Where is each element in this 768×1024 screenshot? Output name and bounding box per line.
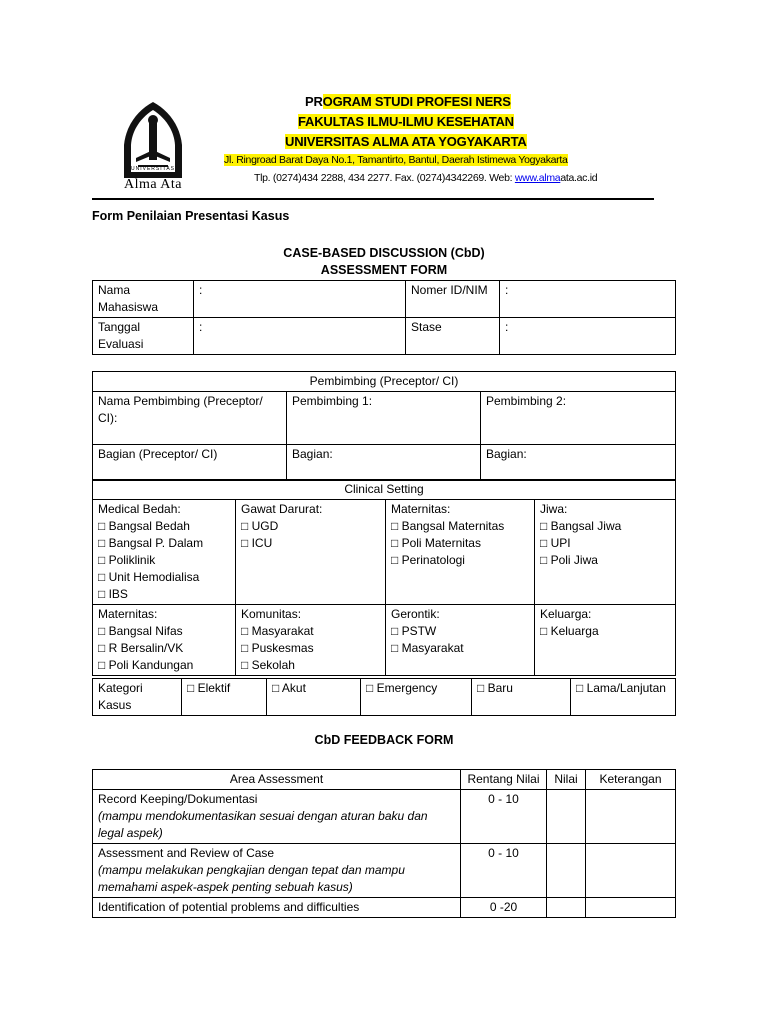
header-line-2: FAKULTAS ILMU-ILMU KESEHATAN: [298, 114, 514, 129]
checkbox-akut[interactable]: □ Akut: [267, 679, 361, 716]
header-line-3: UNIVERSITAS ALMA ATA YOGYAKARTA: [285, 134, 527, 149]
checkbox-bangsal-p-dalam[interactable]: □ Bangsal P. Dalam: [98, 536, 204, 550]
rentang-cell: 0 -20: [461, 898, 547, 918]
kategori-table: [92, 678, 676, 716]
identity-table: [92, 280, 676, 355]
header-area-assessment: Area Assessment: [93, 770, 461, 790]
kategori-label: Kategori Kasus: [93, 679, 182, 716]
area-title: Assessment and Review of Case: [98, 846, 275, 860]
pembimbing-2-field[interactable]: Pembimbing 2:: [481, 392, 676, 445]
checkbox-keluarga[interactable]: □ Keluarga: [540, 624, 599, 638]
bagian-label: Bagian (Preceptor/ CI): [93, 445, 287, 481]
header-rule: [92, 198, 654, 200]
checkbox-poli-maternitas[interactable]: □ Poli Maternitas: [391, 536, 481, 550]
rentang-cell: 0 - 10: [461, 790, 547, 844]
checkbox-upi[interactable]: □ UPI: [540, 536, 571, 550]
nama-label: Nama Mahasiswa: [93, 281, 194, 318]
keterangan-input-cell[interactable]: [586, 898, 676, 918]
bagian-1-field[interactable]: Bagian:: [287, 445, 481, 481]
header-contact: Tlp. (0274)434 2288, 434 2277. Fax. (0274)4342269. Web: www.almaata.ac.id: [254, 172, 598, 184]
checkbox-elektif[interactable]: □ Elektif: [182, 679, 267, 716]
nama-field[interactable]: :: [194, 281, 406, 318]
logo-small-text: UNIVERSITAS: [131, 166, 175, 172]
table-row: [93, 844, 676, 898]
medical-bedah-cell: [93, 500, 236, 605]
tanggal-field[interactable]: :: [194, 318, 406, 355]
keluarga-cell: [535, 605, 676, 676]
header-line-1: PROGRAM STUDI PROFESI NERS: [305, 94, 511, 109]
table-row: [93, 898, 676, 918]
checkbox-bangsal-jiwa[interactable]: □ Bangsal Jiwa: [540, 519, 622, 533]
pembimbing-1-field[interactable]: Pembimbing 1:: [287, 392, 481, 445]
tanggal-label: Tanggal Evaluasi: [93, 318, 194, 355]
checkbox-emergency[interactable]: □ Emergency: [361, 679, 472, 716]
checkbox-lama-lanjutan[interactable]: □ Lama/Lanjutan: [571, 679, 676, 716]
checkbox-puskesmas[interactable]: □ Puskesmas: [241, 641, 314, 655]
maternitas-2-cell: [93, 605, 236, 676]
jiwa-cell: [535, 500, 676, 605]
pembimbing-header: Pembimbing (Preceptor/ CI): [93, 372, 676, 392]
maternitas-2-label: Maternitas:: [98, 607, 158, 621]
area-description: (mampu mendokumentasikan sesuai dengan aturan baku dan legal aspek): [98, 809, 428, 840]
website-link[interactable]: www.alma: [514, 172, 561, 184]
checkbox-baru[interactable]: □ Baru: [472, 679, 571, 716]
cbd-title-2: ASSESSMENT FORM: [320, 263, 448, 277]
komunitas-label: Komunitas:: [241, 607, 302, 621]
checkbox-masyarakat[interactable]: □ Masyarakat: [241, 624, 314, 638]
checkbox-masyarakat-gerontik[interactable]: □ Masyarakat: [391, 641, 464, 655]
table-row: [93, 790, 676, 844]
checkbox-pstw[interactable]: □ PSTW: [391, 624, 437, 638]
checkbox-perinatologi[interactable]: □ Perinatologi: [391, 553, 465, 567]
checkbox-bangsal-nifas[interactable]: □ Bangsal Nifas: [98, 624, 183, 638]
clinical-header: Clinical Setting: [93, 480, 676, 500]
checkbox-r-bersalin-vk[interactable]: □ R Bersalin/VK: [98, 641, 184, 655]
checkbox-ugd[interactable]: □ UGD: [241, 519, 279, 533]
header-nilai: Nilai: [547, 770, 586, 790]
clinical-setting-table: [92, 479, 676, 676]
nama-pembimbing-label: Nama Pembimbing (Preceptor/ CI):: [93, 392, 287, 445]
keterangan-input-cell[interactable]: [586, 844, 676, 898]
gerontik-cell: [386, 605, 535, 676]
checkbox-icu[interactable]: □ ICU: [241, 536, 273, 550]
checkbox-ibs[interactable]: □ IBS: [98, 587, 128, 601]
header-keterangan: Keterangan: [586, 770, 676, 790]
area-description: (mampu melakukan pengkajian dengan tepat dan mampu memahami aspek-aspek penting sebuah kasus): [98, 863, 405, 894]
nilai-input-cell[interactable]: [547, 790, 586, 844]
area-cell: [93, 844, 461, 898]
area-cell: [93, 790, 461, 844]
nim-field[interactable]: :: [500, 281, 676, 318]
header-address: Jl. Ringroad Barat Daya No.1, Tamantirto, Bantul, Daerah Istimewa Yogyakarta: [224, 154, 568, 166]
bagian-2-field[interactable]: Bagian:: [481, 445, 676, 481]
checkbox-poliklinik[interactable]: □ Poliklinik: [98, 553, 156, 567]
checkbox-sekolah[interactable]: □ Sekolah: [241, 658, 295, 672]
gerontik-label: Gerontik:: [391, 607, 440, 621]
pembimbing-table: [92, 371, 676, 481]
jiwa-label: Jiwa:: [540, 502, 568, 516]
cbd-title-1: CASE-BASED DISCUSSION (CbD): [283, 246, 485, 260]
nim-label: Nomer ID/NIM: [406, 281, 500, 318]
feedback-table: [92, 769, 676, 918]
logo-name: Alma Ata: [123, 177, 183, 192]
feedback-title: CbD FEEDBACK FORM: [314, 733, 454, 747]
komunitas-cell: [236, 605, 386, 676]
maternitas-label: Maternitas:: [391, 502, 451, 516]
nilai-input-cell[interactable]: [547, 844, 586, 898]
rentang-cell: 0 - 10: [461, 844, 547, 898]
maternitas-cell: [386, 500, 535, 605]
form-title: Form Penilaian Presentasi Kasus: [92, 209, 290, 223]
area-title: Identification of potential problems and difficulties: [98, 900, 360, 914]
medical-bedah-label: Medical Bedah:: [98, 502, 181, 516]
checkbox-poli-jiwa[interactable]: □ Poli Jiwa: [540, 553, 598, 567]
checkbox-poli-kandungan[interactable]: □ Poli Kandungan: [98, 658, 194, 672]
checkbox-unit-hemodialisa[interactable]: □ Unit Hemodialisa: [98, 570, 200, 584]
gawat-darurat-label: Gawat Darurat:: [241, 502, 323, 516]
header-rentang-nilai: Rentang Nilai: [461, 770, 547, 790]
area-title: Record Keeping/Dokumentasi: [98, 792, 258, 806]
checkbox-bangsal-maternitas[interactable]: □ Bangsal Maternitas: [391, 519, 505, 533]
stase-label: Stase: [406, 318, 500, 355]
gawat-darurat-cell: [236, 500, 386, 605]
keluarga-label: Keluarga:: [540, 607, 592, 621]
keterangan-input-cell[interactable]: [586, 790, 676, 844]
checkbox-bangsal-bedah[interactable]: □ Bangsal Bedah: [98, 519, 190, 533]
area-cell: [93, 898, 461, 918]
nilai-input-cell[interactable]: [547, 898, 586, 918]
stase-field[interactable]: :: [500, 318, 676, 355]
